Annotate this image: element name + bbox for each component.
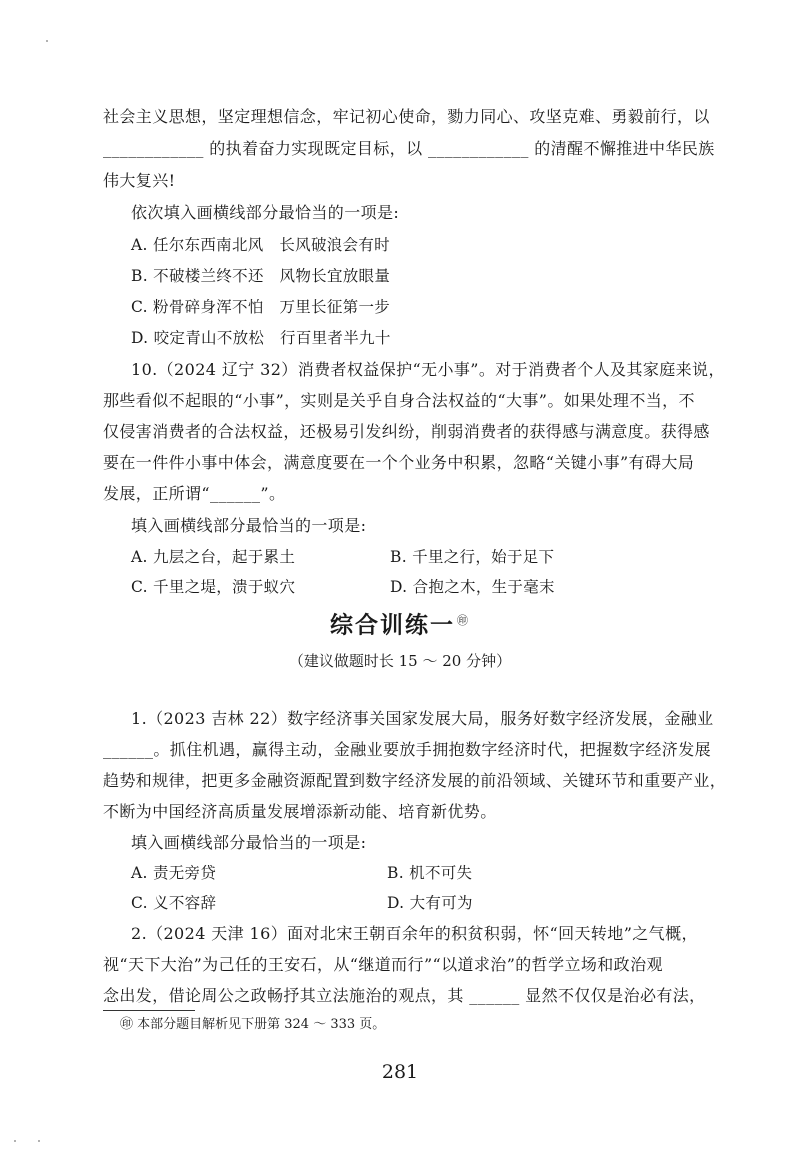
question-2-line: 念出发，借论周公之政畅抒其立法施治的观点，其 ______ 显然不仅仅是治必有法， <box>103 986 706 1005</box>
question-10-line: 10.（2024 辽宁 32）消费者权益保护“无小事”。对于消费者个人及其家庭来说， <box>131 360 725 379</box>
option-a: A. 责无旁贷 <box>131 864 217 882</box>
question-1-line: ______。抓住机遇，赢得主动，金融业要放手拥抱数字经济时代，把握数字经济发展 <box>103 740 712 759</box>
question-10-line: 要在一件件小事中体会，满意度要在一个个业务中积累，忽略“关键小事”有碍大局 <box>103 453 695 472</box>
question-stem: 依次填入画横线部分最恰当的一项是: <box>131 203 400 222</box>
question-2-line: 2.（2024 天津 16）面对北宋王朝百余年的积贫积弱，怀“回天转地”之气概， <box>131 924 698 943</box>
option-a: A. 任尔东西南北风 长风破浪会有时 <box>131 236 390 254</box>
section-subtitle: （建议做题时长 15 ～ 20 分钟） <box>288 652 512 670</box>
option-c: C. 义不容辞 <box>131 894 217 912</box>
scan-speck <box>46 40 48 42</box>
option-b: B. 机不可失 <box>387 864 473 882</box>
footnote-mark-icon: ㊞ <box>457 614 470 627</box>
option-c: C. 千里之堤，溃于蚁穴 <box>131 578 296 596</box>
option-b: B. 不破楼兰终不还 风物长宜放眼量 <box>131 267 391 285</box>
question-10-line: 发展，正所谓“______”。 <box>103 484 286 503</box>
section-title-text: 综合训练一 <box>330 612 455 639</box>
option-d: D. 咬定青山不放松 行百里者半九十 <box>131 329 391 347</box>
option-a: A. 九层之台，起于累土 <box>131 548 296 566</box>
option-c: C. 粉骨碎身浑不怕 万里长征第一步 <box>131 298 391 316</box>
question-stem: 填入画横线部分最恰当的一项是: <box>131 516 367 535</box>
footnote: ㊞ 本部分题目解析见下册第 324 ～ 333 页。 <box>120 1017 386 1032</box>
scan-speck <box>14 1140 16 1142</box>
paragraph-line: ____________ 的执着奋力实现既定目标，以 ____________ 的清醒不懈推进中华民族 <box>103 139 715 158</box>
scan-speck <box>38 1140 40 1142</box>
question-1-line: 不断为中国经济高质量发展增添新动能、培育新优势。 <box>103 802 497 821</box>
option-d: D. 合抱之木，生于毫末 <box>390 578 555 596</box>
option-d: D. 大有可为 <box>387 894 473 912</box>
paragraph-line: 社会主义思想，坚定理想信念，牢记初心使命，勠力同心、攻坚克难、勇毅前行，以 <box>103 107 710 126</box>
question-stem: 填入画横线部分最恰当的一项是: <box>131 833 367 852</box>
paragraph-line: 伟大复兴! <box>103 171 176 190</box>
question-10-line: 仅侵害消费者的合法权益，还极易引发纠纷，削弱消费者的获得感与满意度。获得感 <box>103 422 710 441</box>
question-1-line: 1.（2023 吉林 22）数字经济事关国家发展大局，服务好数字经济发展，金融业 <box>131 709 714 728</box>
page-number: 281 <box>381 1061 419 1083</box>
section-title <box>0 606 800 641</box>
question-10-line: 那些看似不起眼的“小事”，实则是关乎自身合法权益的“大事”。如果处理不当，不 <box>103 391 695 410</box>
question-1-line: 趋势和规律，把更多金融资源配置到数字经济发展的前沿领域、关键环节和重要产业， <box>103 771 727 790</box>
option-b: B. 千里之行，始于足下 <box>390 548 555 566</box>
footnote-rule <box>103 1010 195 1011</box>
question-2-line: 视“天下大治”为己任的王安石，从“继道而行”“以道求治”的哲学立场和政治观 <box>103 955 663 974</box>
